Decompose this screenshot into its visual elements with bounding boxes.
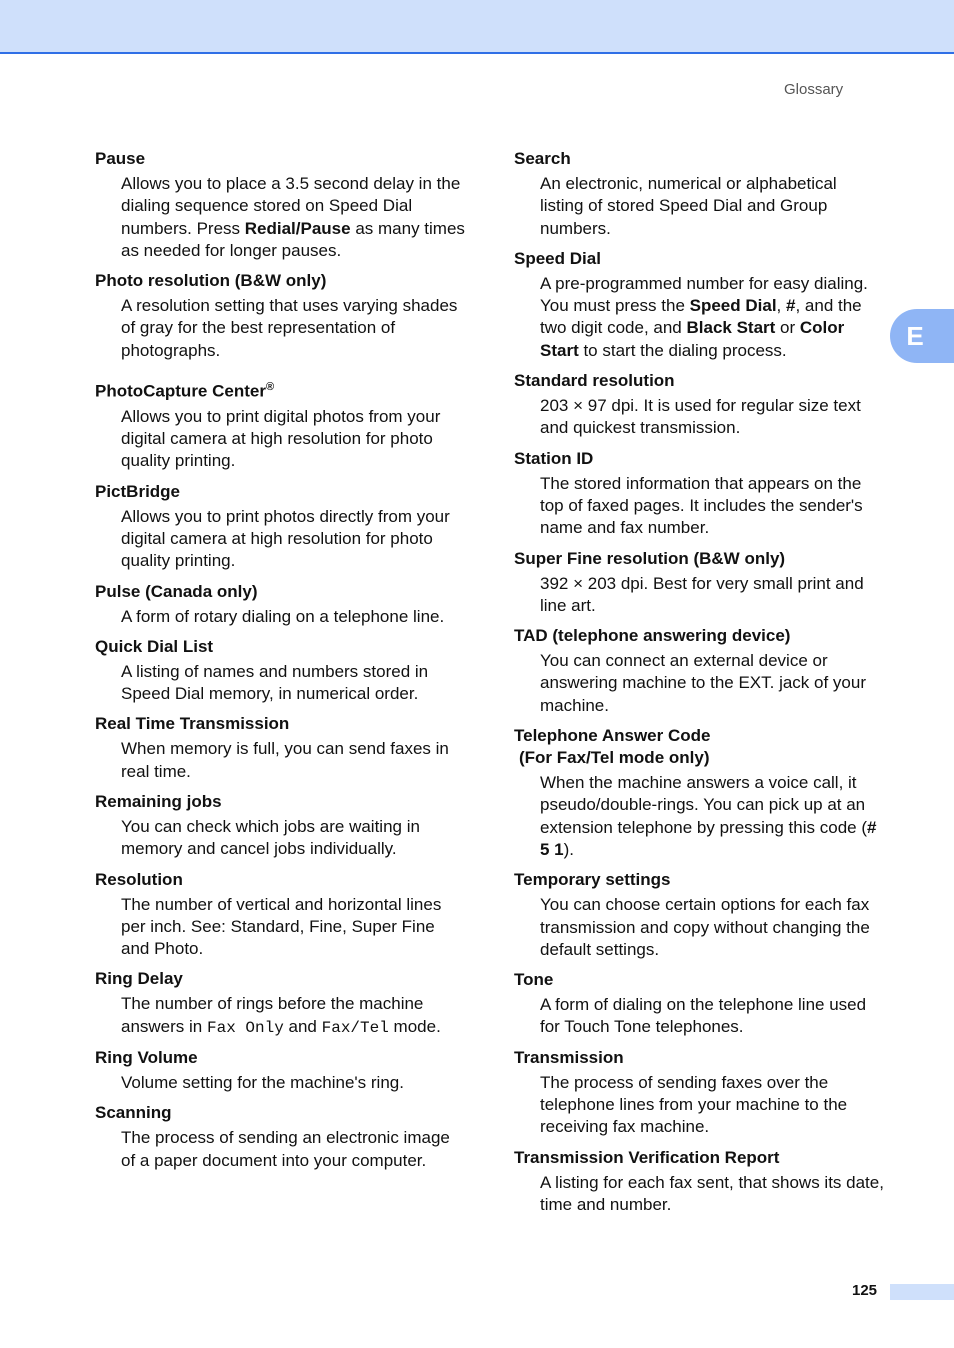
definition-pause: Allows you to place a 3.5 second delay in the dialing sequence stored on Speed Dial numbers. Press Redial/Pause as many times as needed for longer pauses. bbox=[121, 174, 465, 260]
definition-search: An electronic, numerical or alphabetical listing of stored Speed Dial and Group numbers. bbox=[540, 174, 837, 238]
term-standard-resolution: Standard resolution bbox=[514, 371, 675, 391]
definition-pictbridge: Allows you to print photos directly from your digital camera at high resolution for photo quality printing. bbox=[121, 506, 450, 571]
definition-transmission-verification-report: A listing for each fax sent, that shows its date, time and number. bbox=[540, 1172, 884, 1214]
page-footer-bar bbox=[890, 1284, 954, 1300]
term-remaining-jobs: Remaining jobs bbox=[95, 792, 222, 811]
definition-transmission: The process of sending faxes over the telephone lines from your machine to the receiving fax machine. bbox=[540, 1072, 848, 1137]
definition-ring-volume: Volume setting for the machine's ring. bbox=[121, 1073, 404, 1093]
definition-station-id: The stored information that appears on the top of faxed pages. It includes the sender's name and fax number. bbox=[540, 473, 863, 538]
term-transmission: Transmission bbox=[514, 1047, 624, 1067]
term-real-time-transmission: Real Time Transmission bbox=[95, 714, 290, 734]
term-quick-dial-list: Quick Dial List bbox=[95, 636, 214, 656]
section-header: Glossary bbox=[784, 81, 844, 98]
term-scanning: Scanning bbox=[95, 1103, 172, 1123]
definition-resolution: The number of vertical and horizontal lines per inch. See: Standard, Fine, Super Fine and Photo. bbox=[121, 894, 442, 959]
term-transmission-verification-report: Transmission Verification Report bbox=[514, 1147, 780, 1167]
term-telephone-answer-code-qualifier: (For Fax/Tel mode only) bbox=[519, 748, 710, 768]
definition-temporary-settings: You can choose certain options for each fax transmission and copy without changing the default settings. bbox=[540, 895, 870, 959]
term-ring-delay: Ring Delay bbox=[95, 969, 183, 989]
glossary-right-column bbox=[514, 148, 884, 1216]
definition-remaining-jobs: You can check which jobs are waiting in memory and cancel jobs individually. bbox=[121, 817, 420, 859]
page-number: 125 bbox=[852, 1282, 878, 1299]
definition-photo-resolution: A resolution setting that uses varying shades of gray for the best representation of photographs. bbox=[121, 296, 458, 360]
definition-telephone-answer-code: When the machine answers a voice call, it pseudo/double-rings. You can pick up at an extension telephone by pressing this code (# 5 1). bbox=[540, 773, 877, 859]
definition-scanning: The process of sending an electronic image of a paper document into your computer. bbox=[121, 1128, 450, 1170]
definition-super-fine-resolution: 392 × 203 dpi. Best for very small print and line art. bbox=[540, 573, 864, 615]
glossary-left-column bbox=[95, 148, 465, 1172]
term-temporary-settings: Temporary settings bbox=[514, 870, 671, 890]
term-photo-resolution: Photo resolution (B&W only) bbox=[95, 271, 327, 291]
term-pictbridge: PictBridge bbox=[95, 481, 181, 501]
term-pause: Pause bbox=[95, 149, 146, 168]
registered-mark: ® bbox=[265, 381, 275, 394]
term-photocapture-center: PhotoCapture Center® bbox=[95, 381, 275, 401]
definition-quick-dial-list: A listing of names and numbers stored in Speed Dial memory, in numerical order. bbox=[121, 661, 429, 704]
definition-standard-resolution: 203 × 97 dpi. It is used for regular size text and quickest transmission. bbox=[540, 396, 861, 438]
definition-speed-dial: A pre-programmed number for easy dialing. You must press the Speed Dial, #, and the two digit code, and Black Start or Color Start to start the dialing process. bbox=[540, 273, 868, 360]
term-pulse: Pulse (Canada only) bbox=[95, 581, 258, 601]
definition-real-time-transmission: When memory is full, you can send faxes in real time. bbox=[121, 739, 449, 781]
definition-tad: You can connect an external device or answering machine to the EXT. jack of your machine. bbox=[540, 651, 866, 715]
definition-tone: A form of dialing on the telephone line used for Touch Tone telephones. bbox=[540, 995, 867, 1037]
chapter-tab[interactable]: E bbox=[890, 309, 954, 363]
term-search: Search bbox=[514, 149, 571, 168]
term-speed-dial: Speed Dial bbox=[514, 248, 601, 268]
term-tad: TAD (telephone answering device) bbox=[514, 626, 791, 646]
term-super-fine-resolution: Super Fine resolution (B&W only) bbox=[514, 548, 786, 568]
term-tone: Tone bbox=[514, 970, 554, 990]
definition-pulse: A form of rotary dialing on a telephone line. bbox=[121, 606, 445, 626]
top-banner bbox=[0, 0, 954, 54]
definition-photocapture-center: Allows you to print digital photos from your digital camera at high resolution for photo quality printing. bbox=[121, 406, 441, 471]
term-ring-volume: Ring Volume bbox=[95, 1048, 198, 1068]
term-telephone-answer-code: Telephone Answer Code bbox=[514, 726, 711, 746]
definition-ring-delay: The number of rings before the machine answers in Fax Only and Fax/Tel mode. bbox=[121, 994, 441, 1037]
term-station-id: Station ID bbox=[514, 448, 594, 468]
term-resolution: Resolution bbox=[95, 869, 183, 889]
